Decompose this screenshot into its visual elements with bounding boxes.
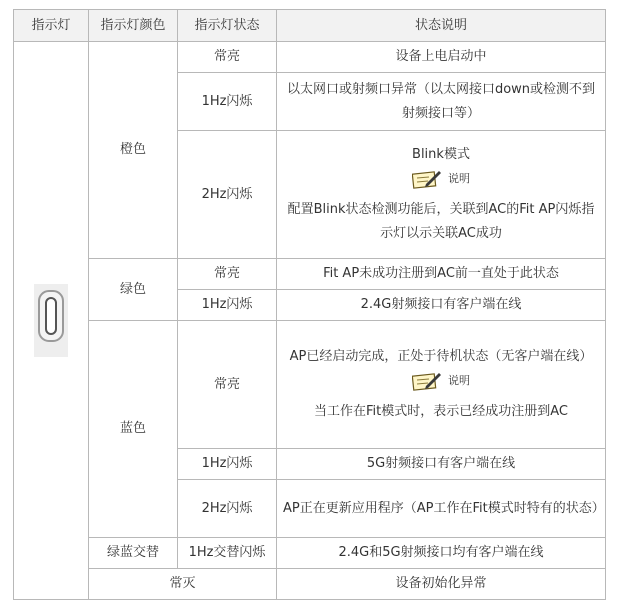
blink-mode-text: Blink模式 bbox=[412, 147, 470, 162]
header-indicator-color: 指示灯颜色 bbox=[89, 10, 178, 42]
description-cell: Fit AP未成功注册到AC前一直处于此状态 bbox=[277, 259, 606, 290]
description-cell: 以太网口或射频口异常（以太网接口down或检测不到射频接口等） bbox=[277, 73, 606, 131]
note-marker bbox=[412, 369, 470, 393]
table-header-row bbox=[14, 10, 606, 42]
description-cell: AP正在更新应用程序（AP工作在Fit模式时特有的状态） bbox=[277, 480, 606, 538]
led-indicator-image bbox=[34, 284, 68, 357]
table-row bbox=[14, 538, 606, 569]
note-marker bbox=[412, 167, 470, 191]
led-status-table bbox=[13, 9, 606, 600]
note-label: 说明 bbox=[448, 172, 470, 185]
table-row bbox=[14, 321, 606, 449]
state-cell: 常亮 bbox=[178, 259, 277, 290]
state-cell: 常灭 bbox=[89, 569, 277, 600]
table-row bbox=[14, 569, 606, 600]
color-orange: 橙色 bbox=[89, 42, 178, 259]
description-cell: 5G射频接口有客户端在线 bbox=[277, 449, 606, 480]
description-cell bbox=[277, 321, 606, 449]
description-cell: 2.4G射频接口有客户端在线 bbox=[277, 290, 606, 321]
header-state-description: 状态说明 bbox=[277, 10, 606, 42]
note-pencil-icon bbox=[412, 371, 442, 391]
standby-text: AP已经启动完成，正处于待机状态（无客户端在线） bbox=[289, 349, 593, 364]
table-row bbox=[14, 42, 606, 73]
description-cell bbox=[277, 131, 606, 259]
description-cell: 设备上电启动中 bbox=[277, 42, 606, 73]
led-indicator-icon bbox=[38, 290, 64, 342]
note-label: 说明 bbox=[448, 374, 470, 387]
state-cell: 常亮 bbox=[178, 321, 277, 449]
state-cell: 1Hz交替闪烁 bbox=[178, 538, 277, 569]
color-blue: 蓝色 bbox=[89, 321, 178, 538]
state-cell: 1Hz闪烁 bbox=[178, 449, 277, 480]
description-cell: 2.4G和5G射频接口均有客户端在线 bbox=[277, 538, 606, 569]
description-cell: 设备初始化异常 bbox=[277, 569, 606, 600]
color-green: 绿色 bbox=[89, 259, 178, 321]
state-cell: 1Hz闪烁 bbox=[178, 290, 277, 321]
note-text: 当工作在Fit模式时，表示已经成功注册到AC bbox=[314, 404, 568, 419]
state-cell: 1Hz闪烁 bbox=[178, 73, 277, 131]
header-indicator-state: 指示灯状态 bbox=[178, 10, 277, 42]
state-cell: 2Hz闪烁 bbox=[178, 480, 277, 538]
note-pencil-icon bbox=[412, 169, 442, 189]
state-cell: 2Hz闪烁 bbox=[178, 131, 277, 259]
indicator-cell bbox=[14, 42, 89, 600]
state-cell: 常亮 bbox=[178, 42, 277, 73]
note-text: 配置Blink状态检测功能后，关联到AC的Fit AP闪烁指示灯以示关联AC成功 bbox=[287, 202, 595, 241]
header-indicator: 指示灯 bbox=[14, 10, 89, 42]
color-alternate: 绿蓝交替 bbox=[89, 538, 178, 569]
table-row bbox=[14, 259, 606, 290]
